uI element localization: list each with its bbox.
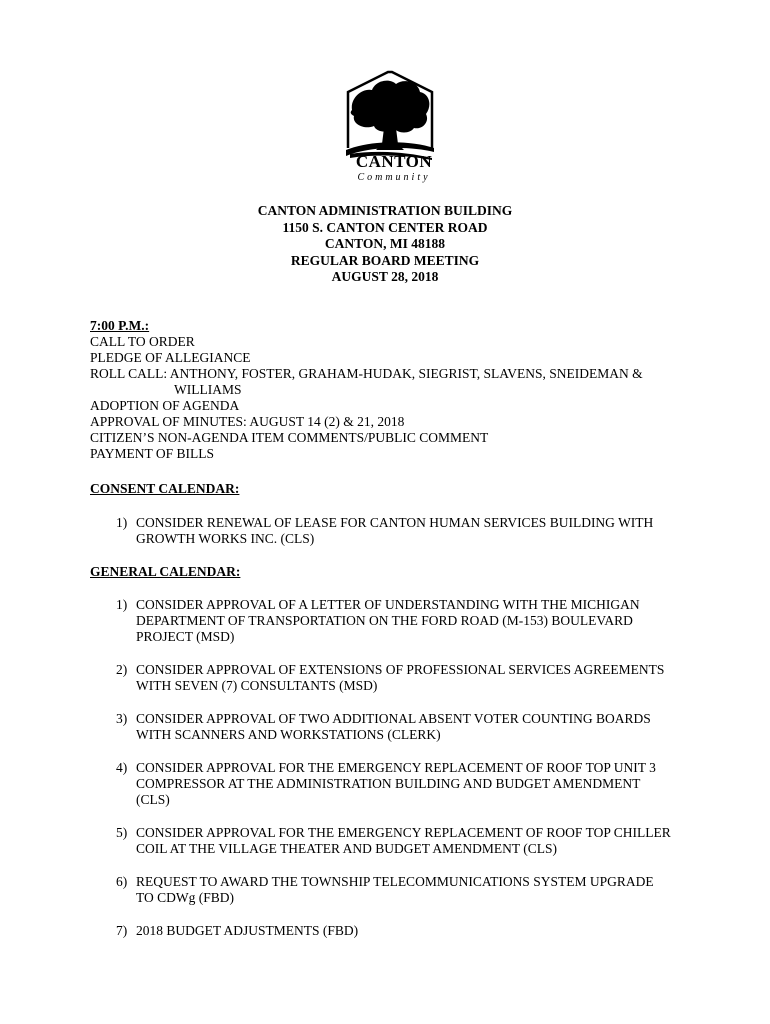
general-item-number: 7) bbox=[116, 923, 128, 938]
general-item-line: CONSIDER APPROVAL FOR THE EMERGENCY REPLACEMENT OF ROOF TOP CHILLER bbox=[136, 825, 671, 840]
roll-call-continued: WILLIAMS bbox=[174, 382, 242, 397]
general-item-line: CONSIDER APPROVAL OF TWO ADDITIONAL ABSENT VOTER COUNTING BOARDS bbox=[136, 711, 651, 726]
general-item-number: 4) bbox=[116, 760, 128, 775]
citizen-comments: CITIZEN’S NON-AGENDA ITEM COMMENTS/PUBLIC COMMENT bbox=[90, 430, 489, 445]
roll-call: ROLL CALL: ANTHONY, FOSTER, GRAHAM-HUDAK, SIEGRIST, SLAVENS, SNEIDEMAN & bbox=[90, 366, 643, 381]
header-building: CANTON ADMINISTRATION BUILDING bbox=[257, 203, 513, 218]
meeting-header bbox=[0, 203, 770, 286]
general-item-number: 1) bbox=[116, 597, 128, 612]
header-meeting-type: REGULAR BOARD MEETING bbox=[290, 252, 480, 268]
general-item-line: PROJECT (MSD) bbox=[136, 629, 235, 644]
general-item-line: TO CDWg (FBD) bbox=[136, 890, 235, 905]
general-item-line: COMPRESSOR AT THE ADMINISTRATION BUILDING AND BUDGET AMENDMENT bbox=[136, 776, 641, 791]
consent-item-line: GROWTH WORKS INC. (CLS) bbox=[136, 531, 315, 546]
consent-calendar-heading: CONSENT CALENDAR: bbox=[90, 481, 240, 496]
general-item-line: 2018 BUDGET ADJUSTMENTS (FBD) bbox=[136, 923, 359, 938]
general-item-number: 3) bbox=[116, 711, 128, 726]
general-item-number: 5) bbox=[116, 825, 128, 840]
general-item-line: WITH SCANNERS AND WORKSTATIONS (CLERK) bbox=[136, 727, 441, 742]
logo-subtitle: Community bbox=[357, 172, 431, 183]
approval-of-minutes: APPROVAL OF MINUTES: AUGUST 14 (2) & 21, 2018 bbox=[90, 414, 405, 429]
general-item-line: REQUEST TO AWARD THE TOWNSHIP TELECOMMUNICATIONS SYSTEM UPGRADE bbox=[136, 874, 654, 889]
general-item-line: DEPARTMENT OF TRANSPORTATION ON THE FORD ROAD (M-153) BOULEVARD bbox=[136, 613, 633, 628]
payment-of-bills: PAYMENT OF BILLS bbox=[90, 446, 215, 461]
general-item-line: (CLS) bbox=[136, 792, 170, 807]
consent-item-number: 1) bbox=[116, 515, 128, 530]
general-item-line: CONSIDER APPROVAL FOR THE EMERGENCY REPLACEMENT OF ROOF TOP UNIT 3 bbox=[136, 760, 656, 775]
general-item-line: CONSIDER APPROVAL OF EXTENSIONS OF PROFESSIONAL SERVICES AGREEMENTS bbox=[136, 662, 665, 677]
general-calendar-heading: GENERAL CALENDAR: bbox=[90, 564, 241, 579]
consent-item-line: CONSIDER RENEWAL OF LEASE FOR CANTON HUMAN SERVICES BUILDING WITH bbox=[136, 515, 654, 530]
pledge-of-allegiance: PLEDGE OF ALLEGIANCE bbox=[90, 350, 251, 365]
call-to-order: CALL TO ORDER bbox=[90, 334, 195, 349]
header-address: 1150 S. CANTON CENTER ROAD bbox=[282, 219, 488, 235]
time-heading: 7:00 P.M.: bbox=[90, 318, 150, 333]
header-date: AUGUST 28, 2018 bbox=[331, 269, 439, 284]
general-item-line: CONSIDER APPROVAL OF A LETTER OF UNDERSTANDING WITH THE MICHIGAN bbox=[136, 597, 640, 612]
logo-wordmark: CANTON bbox=[355, 152, 433, 171]
general-item-number: 2) bbox=[116, 662, 128, 677]
general-item-number: 6) bbox=[116, 874, 128, 889]
adoption-of-agenda: ADOPTION OF AGENDA bbox=[90, 398, 240, 413]
general-item-line: WITH SEVEN (7) CONSULTANTS (MSD) bbox=[136, 678, 378, 693]
header-city: CANTON, MI 48188 bbox=[324, 236, 446, 251]
general-item-line: COIL AT THE VILLAGE THEATER AND BUDGET AMENDMENT (CLS) bbox=[136, 841, 557, 856]
